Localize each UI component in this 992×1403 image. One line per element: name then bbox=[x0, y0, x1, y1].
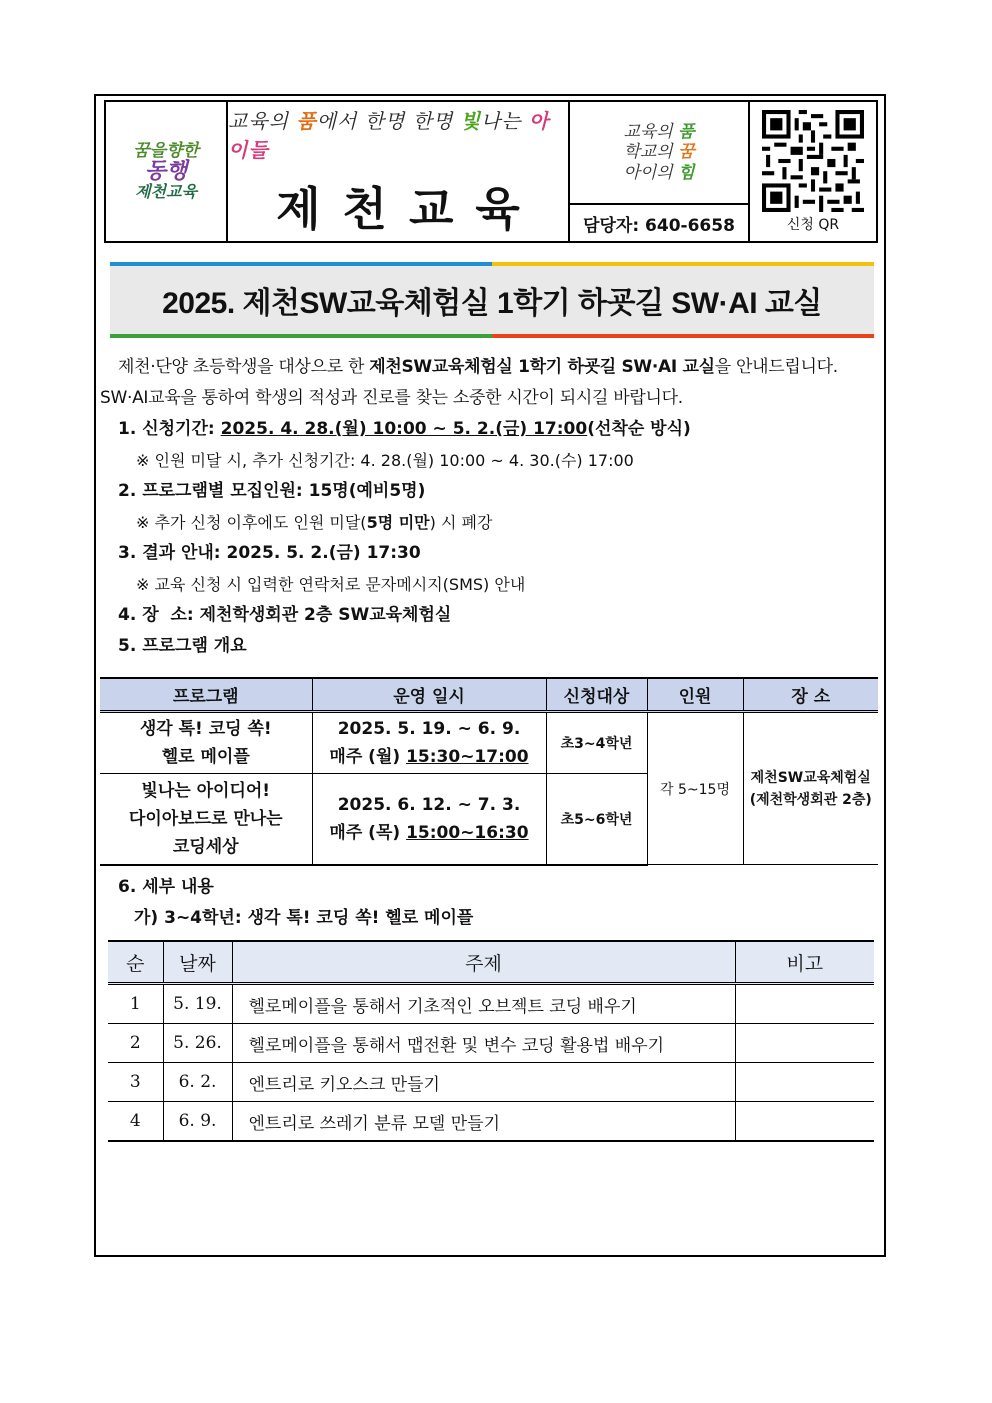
column-header: 비고 bbox=[735, 941, 874, 984]
column-header: 신청대상 bbox=[546, 678, 647, 712]
contact-info: 담당자: 640-6658 bbox=[583, 215, 735, 236]
session-topic: 헬로메이플을 통해서 기초적인 오브젝트 코딩 배우기 bbox=[232, 984, 735, 1024]
qr-code-icon[interactable] bbox=[762, 110, 864, 212]
table-row bbox=[108, 1063, 874, 1102]
details-subheading: 가) 3~4학년: 생각 톡! 코딩 쏙! 헬로 메이플 bbox=[134, 908, 474, 928]
program-name: 빛나는 아이디어! 다이아보드로 만나는 코딩세상 bbox=[100, 774, 312, 865]
table-row bbox=[108, 1102, 874, 1142]
slogan: 교육의 품에서 한명 한명 빛나는 아이들 bbox=[228, 108, 550, 162]
column-header: 프로그램 bbox=[100, 678, 312, 712]
session-number: 2 bbox=[108, 1024, 163, 1063]
program-capacity: 각 5~15명 bbox=[647, 712, 743, 865]
letterhead bbox=[104, 100, 878, 243]
result-announcement-note: ※ 교육 신청 시 입력한 연락처로 문자메시지(SMS) 안내 bbox=[136, 575, 526, 594]
column-header: 인원 bbox=[647, 678, 743, 712]
recruit-count-note: ※ 추가 신청 이후에도 인원 미달(5명 미만) 시 폐강 bbox=[136, 513, 493, 532]
program-target: 초3~4학년 bbox=[546, 712, 647, 774]
details-section bbox=[118, 872, 473, 934]
intro-line-1: 제천·단양 초등학생을 대상으로 한 제천SW교육체험실 1학기 하굣길 SW·AI 교실을 안내드립니다. bbox=[118, 357, 838, 377]
session-table-header bbox=[108, 941, 874, 984]
motto: 교육의 품 학교의 꿈 아이의 힘 bbox=[570, 102, 748, 205]
program-overview-heading: 5. 프로그램 개요 bbox=[118, 636, 247, 656]
venue: 4. 장 소: 제천학생회관 2층 SW교육체험실 bbox=[118, 605, 452, 625]
session-note bbox=[735, 1063, 874, 1102]
session-note bbox=[735, 984, 874, 1024]
result-announcement: 3. 결과 안내: 2025. 5. 2.(금) 17:30 bbox=[118, 543, 421, 563]
session-note bbox=[735, 1102, 874, 1142]
logo-line: 꿈을향한 bbox=[133, 140, 199, 161]
column-header: 순 bbox=[108, 941, 163, 984]
qr-label: 신청 QR bbox=[786, 216, 840, 233]
logo-line: 제천교육 bbox=[135, 181, 197, 201]
session-date: 5. 26. bbox=[163, 1024, 232, 1063]
application-period: 1. 신청기간: 2025. 4. 28.(월) 10:00 ~ 5. 2.(금) 17:00(선착순 방식) bbox=[118, 419, 691, 439]
qr-block bbox=[750, 102, 876, 241]
notice-body bbox=[100, 352, 884, 662]
motto-block bbox=[570, 102, 750, 241]
document-title: 2025. 제천SW교육체험실 1학기 하굣길 SW·AI 교실 bbox=[110, 266, 874, 334]
application-period-note: ※ 인원 미달 시, 추가 신청기간: 4. 28.(월) 10:00 ~ 4. 30.(수) 17:00 bbox=[136, 451, 634, 470]
program-target: 초5~6학년 bbox=[546, 774, 647, 865]
program-schedule: 2025. 6. 12. ~ 7. 3. 매주 (목) 15:00~16:30 bbox=[312, 774, 546, 865]
district-logo bbox=[106, 102, 228, 241]
logo-line: 동행 bbox=[144, 158, 188, 185]
session-number: 1 bbox=[108, 984, 163, 1024]
session-number: 4 bbox=[108, 1102, 163, 1142]
session-topic: 엔트리로 키오스크 만들기 bbox=[232, 1063, 735, 1102]
session-number: 3 bbox=[108, 1063, 163, 1102]
session-topic: 엔트리로 쓰레기 분류 모델 만들기 bbox=[232, 1102, 735, 1142]
program-table bbox=[100, 677, 878, 866]
newsletter-title: 제천교육 bbox=[276, 181, 542, 236]
column-header: 장 소 bbox=[743, 678, 878, 712]
program-name: 생각 톡! 코딩 쏙! 헬로 메이플 bbox=[100, 712, 312, 774]
column-header: 날짜 bbox=[163, 941, 232, 984]
table-row bbox=[108, 1024, 874, 1063]
table-row bbox=[108, 984, 874, 1024]
program-place: 제천SW교육체험실 (제천학생회관 2층) bbox=[743, 712, 878, 865]
program-schedule: 2025. 5. 19. ~ 6. 9. 매주 (월) 15:30~17:00 bbox=[312, 712, 546, 774]
title-banner bbox=[110, 262, 874, 338]
intro-line-2: SW·AI교육을 통하여 학생의 적성과 진로를 찾는 소중한 시간이 되시길 바랍니다. bbox=[100, 388, 683, 408]
program-table-header bbox=[100, 678, 878, 712]
details-heading: 6. 세부 내용 bbox=[118, 877, 214, 897]
recruit-count: 2. 프로그램별 모집인원: 15명(예비5명) bbox=[118, 481, 426, 501]
column-header: 운영 일시 bbox=[312, 678, 546, 712]
session-note bbox=[735, 1024, 874, 1063]
session-date: 5. 19. bbox=[163, 984, 232, 1024]
session-table bbox=[108, 940, 874, 1142]
table-row bbox=[100, 712, 878, 774]
column-header: 주제 bbox=[232, 941, 735, 984]
session-date: 6. 2. bbox=[163, 1063, 232, 1102]
title-block bbox=[228, 102, 570, 241]
session-date: 6. 9. bbox=[163, 1102, 232, 1142]
session-topic: 헬로메이플을 통해서 맵전환 및 변수 코딩 활용법 배우기 bbox=[232, 1024, 735, 1063]
